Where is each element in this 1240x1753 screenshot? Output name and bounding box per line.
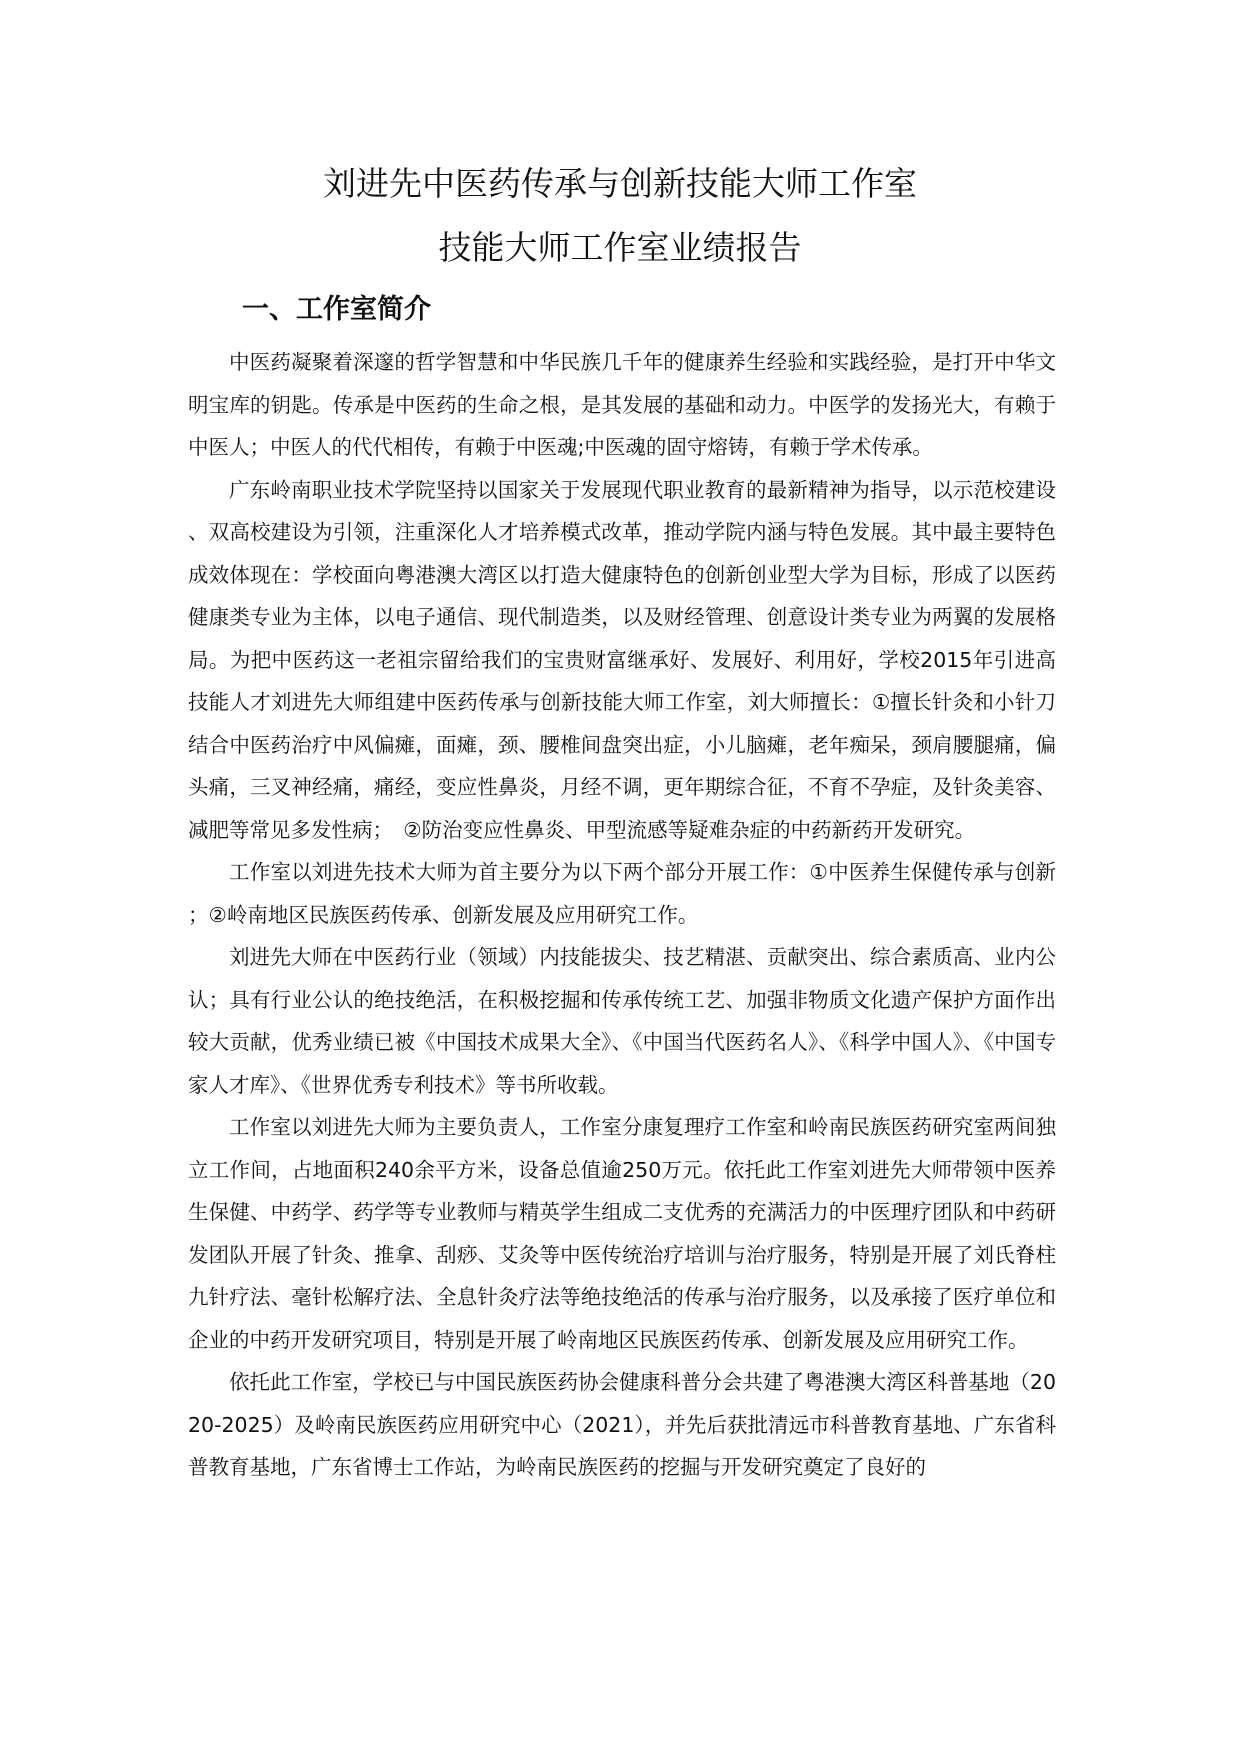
document-subtitle: 技能大师工作室业绩报告 [438, 228, 802, 267]
paragraph-5: 工作室以刘进先大师为主要负责人，工作室分康复理疗工作室和岭南民族医药研究室两间独立工作间，占地面积240余平方米，设备总值逾250万元。依托此工作室刘进先大师带领中医养生保健、中药学、药学等专业教师与精英学生组成二支优秀的充满活力的中医理疗团队和中药研发团队开展了针灸、推拿、刮痧、艾灸等中医传统治疗培训与治疗服务，特别是开展了刘氏脊柱九针疗法、毫针松解疗法、全息针灸疗法等绝技绝活的传承与治疗服务，以及承接了医疗单位和企业的中药开发研究项目，特别是开展了岭南地区民族医药传承、创新发展及应用研究工作。 [188, 1115, 1056, 1352]
paragraph-2: 广东岭南职业技术学院坚持以国家关于发展现代职业教育的最新精神为指导，以示范校建设、双高校建设为引领，注重深化人才培养模式改革，推动学院内涵与特色发展。其中最主要特色成效体现在：学校面向粤港澳大湾区以打造大健康特色的创新创业型大学为目标，形成了以医药健康类专业为主体，以电子通信、现代制造类，以及财经管理、创意设计类专业为两翼的发展格局。为把中医药这一老祖宗留给我们的宝贵财富继承好、发展好、利用好，学校2015年引进高技能人才刘进先大师组建中医药传承与创新技能大师工作室，刘大师擅长：①擅长针灸和小针刀结合中医药治疗中风偏瘫，面瘫，颈、腰椎间盘突出症，小儿脑瘫，老年痴呆，颈肩腰腿痛，偏头痛，三叉神经痛，痛经，变应性鼻炎，月经不调，更年期综合征，不育不孕症，及针灸美容、减肥等常见多发性病； ②防治变应性鼻炎、甲型流感等疑难杂症的中药新药开发研究。 [188, 477, 1056, 842]
document-title: 刘进先中医药传承与创新技能大师工作室 [323, 164, 917, 203]
paragraph-4: 刘进先大师在中医药行业（领域）内技能拔尖、技艺精湛、贡献突出、综合素质高、业内公认；具有行业公认的绝技绝活，在积极挖掘和传承传统工艺、加强非物质文化遗产保护方面作出较大贡献，优秀业绩已被《中国技术成果大全》、《中国当代医药名人》、《科学中国人》、《中国专家人才库》、《世界优秀专利技术》等书所收载。 [188, 945, 1056, 1097]
section-heading: 一、工作室简介 [242, 294, 431, 325]
paragraph-1: 中医药凝聚着深邃的哲学智慧和中华民族几千年的健康养生经验和实践经验，是打开中华文明宝库的钥匙。传承是中医药的生命之根，是其发展的基础和动力。中医学的发扬光大，有赖于中医人；中医人的代代相传，有赖于中医魂;中医魂的固守熔铸，有赖于学术传承。 [188, 350, 1056, 459]
document-body [188, 341, 1056, 1489]
paragraph-3: 工作室以刘进先技术大师为首主要分为以下两个部分开展工作：①中医养生保健传承与创新；②岭南地区民族医药传承、创新发展及应用研究工作。 [188, 860, 1056, 927]
paragraph-6: 依托此工作室，学校已与中国民族医药协会健康科普分会共建了粤港澳大湾区科普基地（2020-2025）及岭南民族医药应用研究中心（2021），并先后获批清远市科普教育基地、广东省科普教育基地，广东省博士工作站，为岭南民族医药的挖掘与开发研究奠定了良好的 [188, 1370, 1056, 1479]
